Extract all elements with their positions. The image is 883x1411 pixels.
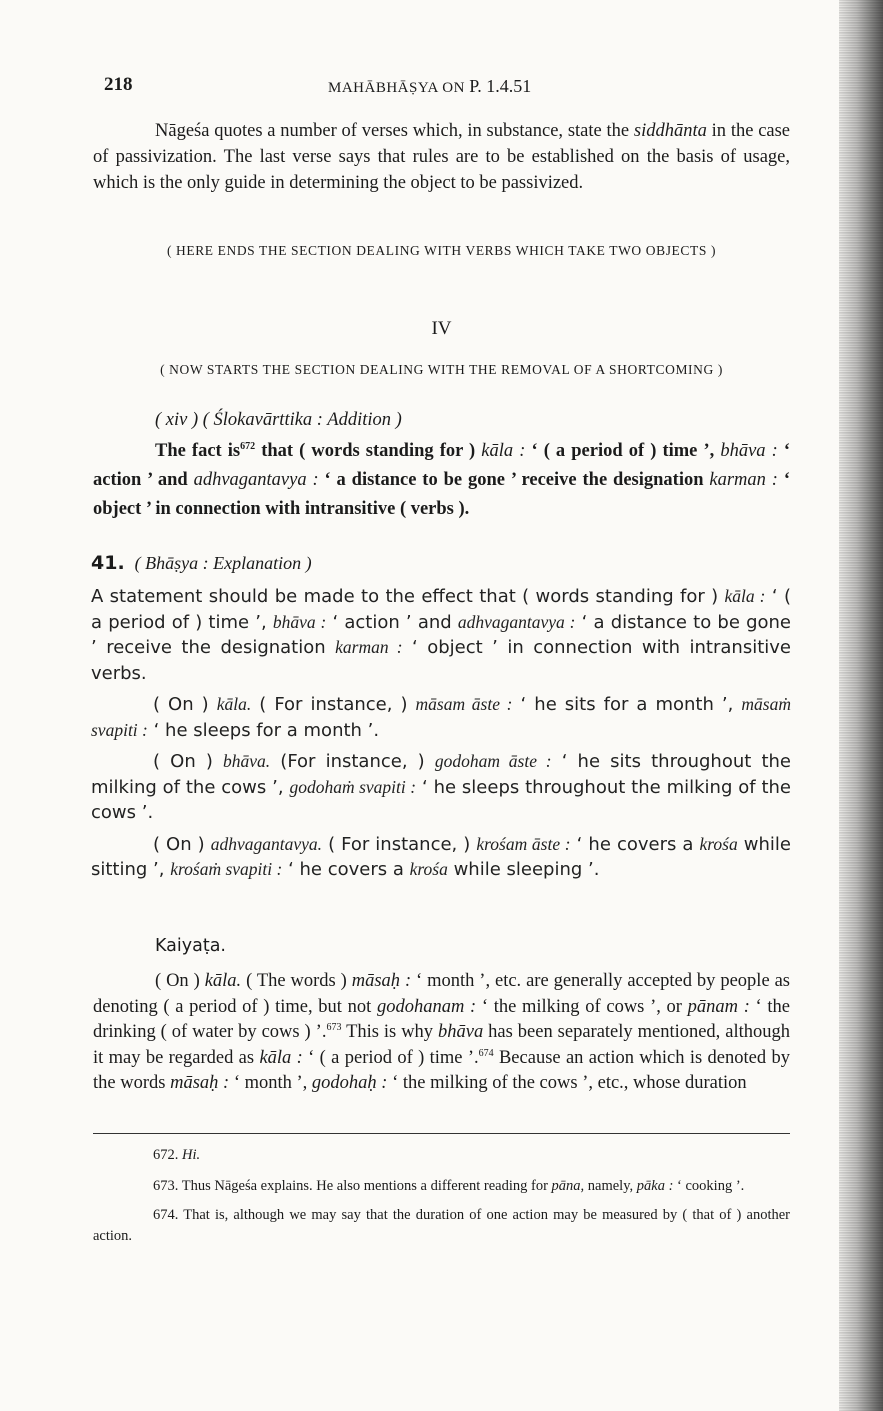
- b4a: ( On ): [153, 833, 211, 855]
- k-d: ‘ the milking of cows ’, or: [476, 996, 688, 1017]
- running-head-ref: P. 1.4.51: [469, 76, 532, 96]
- k-masah: māsaḥ :: [351, 971, 412, 991]
- bhasya-para-1: [91, 584, 791, 686]
- b2-masam-svapiti: māsaṁ svapiti :: [91, 694, 791, 740]
- fn674-text: That is, although we may say that the duration of one action may be measured by ( that of ) another action.: [93, 1207, 790, 1244]
- fn673-num: 673.: [153, 1178, 179, 1194]
- footnote-ref-673: 673: [326, 1021, 342, 1033]
- section-start-heading: ( NOW STARTS THE SECTION DEALING WITH THE REMOVAL OF A SHORTCOMING ): [160, 362, 723, 377]
- intro-term-siddhanta: siddhānta: [633, 121, 707, 141]
- fn674-num: 674.: [153, 1207, 179, 1223]
- b4-krosa-2: krośa: [409, 859, 448, 879]
- b4-krosam-aste: krośam āste :: [476, 833, 571, 854]
- footnote-672: [93, 1145, 790, 1166]
- b4-krosam-svapiti: krośaṁ svapiti :: [170, 859, 283, 879]
- b3b: (For instance, ): [270, 751, 435, 772]
- k-k: ‘ the milking of the cows ’, etc., whose duration: [387, 1073, 747, 1093]
- b3-godoham-svapiti: godohaṁ svapiti :: [289, 776, 417, 797]
- k-kala-2: kāla :: [259, 1047, 303, 1068]
- footnotes: [93, 1145, 790, 1247]
- b3d: ‘ he sleeps throughout the milking of the cows ’.: [91, 776, 791, 823]
- b4-adhva: adhvagantavya.: [210, 833, 323, 854]
- b2b: ( For instance, ): [251, 694, 416, 715]
- sloka-term-karman: karman :: [709, 470, 778, 490]
- intro-text-2: in the case of passivization. The last verse says that rules are to be established on the basis of usage, which is the only guide in determining the object to be passivized.: [93, 121, 791, 193]
- b2c: ‘ he sits for a month ’,: [512, 694, 742, 715]
- b1-bhava: bhāva :: [272, 611, 327, 632]
- bhasya-para-3: [91, 749, 791, 826]
- sloka-t6: ‘ object ’ in connection with intransitive ( verbs ).: [93, 470, 790, 519]
- footnote-ref-672: 672: [240, 440, 256, 452]
- section-end-heading: ( HERE ENDS THE SECTION DEALING WITH VERBS WHICH TAKE TWO OBJECTS ): [166, 243, 717, 258]
- bhasya-heading: [91, 552, 312, 574]
- intro-paragraph: [93, 118, 790, 196]
- k-c: ‘ month ’, etc. are generally accepted by people as denoting ( a period of ) time, but not: [93, 971, 790, 1017]
- running-head-title: MAHĀBHĀṢYA ON: [328, 80, 465, 96]
- b4c: ‘ he covers a: [570, 833, 700, 855]
- b1e: ‘ object ’ in connection with intransitive verbs.: [91, 637, 791, 684]
- k-f: This is why: [341, 1022, 439, 1042]
- b1b: ‘ ( a period of ) time ’,: [91, 586, 791, 633]
- fn673-b: namely,: [584, 1178, 637, 1194]
- footnote-674: [93, 1205, 790, 1247]
- footnote-rule: [93, 1133, 790, 1134]
- b4-krosa-1: krośa: [699, 833, 738, 854]
- b2-masam-aste: māsam āste :: [415, 694, 513, 714]
- b2d: ‘ he sleeps for a month ’.: [147, 719, 380, 741]
- page-number: 218: [104, 74, 133, 95]
- sloka-text: [93, 437, 790, 524]
- fn673-a: Thus Nāgeśa explains. He also mentions a different reading for: [181, 1178, 552, 1194]
- bhasya-para-4: [91, 832, 791, 883]
- b3-godoham-aste: godoham āste :: [434, 751, 552, 771]
- k-godohanam: godohanam :: [376, 996, 477, 1017]
- b1-adhva: adhvagantavya :: [457, 611, 576, 632]
- fn673-pana: pāna,: [551, 1178, 585, 1194]
- b1-karman: karman :: [335, 637, 403, 657]
- footnote-673: [93, 1176, 790, 1197]
- k-e: ‘ the drinking ( of water by cows ) ’.: [93, 996, 791, 1042]
- b4d: while sitting ’,: [91, 833, 791, 880]
- sloka-heading: ( xiv ) ( Ślokavārttika : Addition ): [155, 410, 402, 430]
- b4b: ( For instance, ): [322, 833, 477, 855]
- sloka-term-bhava: bhāva :: [720, 441, 778, 461]
- k-kala: kāla.: [204, 971, 242, 991]
- footnote-ref-674: 674: [478, 1047, 494, 1059]
- k-panam: pānam :: [687, 996, 750, 1017]
- bhasya-number: 41.: [91, 552, 125, 574]
- kaiyata-paragraph: [93, 969, 790, 1097]
- bhasya-label: ( Bhāṣya : Explanation ): [134, 553, 312, 573]
- k-bhava: bhāva: [438, 1022, 484, 1042]
- k-j: ‘ month ’,: [229, 1073, 312, 1093]
- sloka-t5: ‘ a distance to be gone ’ receive the designation: [318, 470, 710, 490]
- b1d: ‘ a distance to be gone ’ receive the designation: [91, 611, 791, 658]
- k-masah-2: māsaḥ :: [170, 1073, 230, 1093]
- sloka-block: [93, 407, 790, 524]
- b1-kala: kāla :: [724, 586, 766, 606]
- b4f: while sleeping ’.: [447, 859, 600, 880]
- k-godohah: godohaḥ :: [311, 1073, 388, 1093]
- k-b: ( The words ): [241, 971, 352, 991]
- sloka-term-adhvagantavya: adhvagantavya :: [193, 470, 319, 490]
- k-i: Because an action which is denoted by the words: [93, 1047, 790, 1093]
- sloka-t4: ‘ action ’ and: [93, 441, 791, 490]
- b4e: ‘ he covers a: [282, 859, 410, 880]
- b2a: ( On ): [153, 694, 217, 715]
- b3-bhava: bhāva.: [223, 751, 271, 771]
- k-g: has been separately mentioned, although it may be regarded as: [93, 1022, 791, 1068]
- fn673-paka: pāka :: [636, 1178, 674, 1194]
- sloka-t2: that ( words standing for ): [255, 441, 482, 461]
- k-h: ‘ ( a period of ) time ’.: [302, 1047, 479, 1068]
- fn673-c: ‘ cooking ’.: [673, 1178, 745, 1194]
- section-number: IV: [431, 318, 452, 339]
- sloka-term-kala: kāla :: [481, 441, 526, 461]
- kaiyata-heading: Kaiyaṭa.: [155, 936, 226, 956]
- fn672-text: Hi.: [182, 1147, 201, 1163]
- b1a: A statement should be made to the effect that ( words standing for ): [91, 586, 725, 607]
- sloka-t1: The fact is: [155, 441, 241, 461]
- b3a: ( On ): [153, 751, 224, 772]
- page-edge-shadow: [839, 0, 883, 1411]
- fn672-num: 672.: [153, 1147, 179, 1163]
- intro-text-1: Nāgeśa quotes a number of verses which, in substance, state the: [155, 121, 630, 141]
- b2-kala: kāla.: [216, 694, 252, 714]
- bhasya-text: [91, 584, 791, 883]
- running-head: [328, 76, 531, 97]
- bhasya-para-2: [91, 692, 791, 743]
- sloka-t3: ‘ ( a period of ) time ’,: [525, 441, 721, 461]
- b1c: ‘ action ’ and: [326, 611, 458, 633]
- b3c: ‘ he sits throughout the milking of the cows ’,: [91, 751, 791, 798]
- k-a: ( On ): [155, 971, 205, 991]
